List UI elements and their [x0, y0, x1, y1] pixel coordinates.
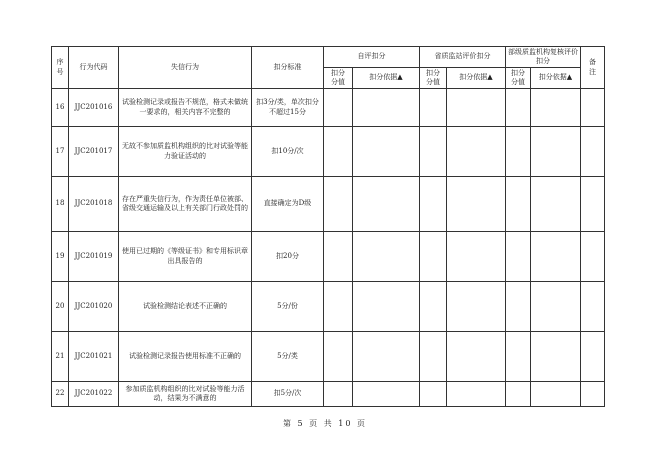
table-row	[52, 177, 605, 232]
prov-value-cell[interactable]	[420, 382, 447, 407]
row-behavior: 无故不参加质监机构组织的比对试验等能力验证活动的	[119, 127, 252, 177]
min-value-cell[interactable]	[506, 89, 531, 127]
self-basis-cell[interactable]	[353, 282, 420, 332]
row-behavior: 试验检测记录报告使用标准不正确的	[119, 332, 252, 382]
remarks-cell[interactable]	[581, 177, 605, 232]
header-self-eval: 自评扣分	[324, 47, 420, 68]
prov-basis-cell[interactable]	[447, 127, 506, 177]
row-no: 22	[52, 382, 69, 407]
self-value-cell[interactable]	[324, 232, 353, 282]
row-standard: 5分/份	[252, 282, 324, 332]
row-standard: 5分/类	[252, 332, 324, 382]
prov-value-cell[interactable]	[420, 89, 447, 127]
header-code: 行为代码	[69, 47, 119, 89]
header-prov-deduct-value: 扣分 分值	[420, 68, 447, 89]
evaluation-table	[51, 46, 605, 407]
header-min-deduct-value: 扣分 分值	[506, 68, 531, 89]
row-behavior: 试验检测记录或报告不规范，格式未做统一要求的，相关内容不完整的	[119, 89, 252, 127]
self-value-cell[interactable]	[324, 127, 353, 177]
row-code: JJC201021	[69, 332, 119, 382]
header-provincial-eval: 省质监站评价扣分	[420, 47, 506, 68]
prov-basis-cell[interactable]	[447, 89, 506, 127]
prov-basis-cell[interactable]	[447, 332, 506, 382]
header-standard: 扣分标准	[252, 47, 324, 89]
row-code: JJC201020	[69, 282, 119, 332]
row-behavior: 参加质监机构组织的比对试验等能力活动，结果为不满意的	[119, 382, 252, 407]
row-no: 21	[52, 332, 69, 382]
header-remarks: 备 注	[581, 47, 605, 89]
table-row	[52, 382, 605, 407]
prov-basis-cell[interactable]	[447, 177, 506, 232]
remarks-cell[interactable]	[581, 89, 605, 127]
min-value-cell[interactable]	[506, 282, 531, 332]
header-self-deduct-basis: 扣分依据▲	[353, 68, 420, 89]
table-row	[52, 332, 605, 382]
min-value-cell[interactable]	[506, 232, 531, 282]
self-value-cell[interactable]	[324, 332, 353, 382]
table-row	[52, 89, 605, 127]
row-standard: 直接确定为D级	[252, 177, 324, 232]
row-code: JJC201019	[69, 232, 119, 282]
self-value-cell[interactable]	[324, 282, 353, 332]
page-number: 第 5 页 共 10 页	[283, 419, 367, 428]
row-no: 19	[52, 232, 69, 282]
row-behavior: 存在严重失信行为，作为责任单位被部、省级交通运输及以上有关部门行政处罚的	[119, 177, 252, 232]
prov-value-cell[interactable]	[420, 177, 447, 232]
row-code: JJC201016	[69, 89, 119, 127]
min-basis-cell[interactable]	[531, 282, 581, 332]
self-value-cell[interactable]	[324, 177, 353, 232]
row-standard: 扣10分/次	[252, 127, 324, 177]
header-behavior: 失信行为	[119, 47, 252, 89]
table-row	[52, 232, 605, 282]
self-basis-cell[interactable]	[353, 232, 420, 282]
prov-basis-cell[interactable]	[447, 282, 506, 332]
remarks-cell[interactable]	[581, 232, 605, 282]
self-basis-cell[interactable]	[353, 127, 420, 177]
row-code: JJC201017	[69, 127, 119, 177]
min-basis-cell[interactable]	[531, 232, 581, 282]
row-code: JJC201022	[69, 382, 119, 407]
self-value-cell[interactable]	[324, 382, 353, 407]
prov-value-cell[interactable]	[420, 332, 447, 382]
remarks-cell[interactable]	[581, 282, 605, 332]
row-no: 20	[52, 282, 69, 332]
self-value-cell[interactable]	[324, 89, 353, 127]
header-min-deduct-basis: 扣分依据▲	[531, 68, 581, 89]
remarks-cell[interactable]	[581, 332, 605, 382]
header-self-deduct-value: 扣分 分值	[324, 68, 353, 89]
min-value-cell[interactable]	[506, 332, 531, 382]
self-basis-cell[interactable]	[353, 332, 420, 382]
min-value-cell[interactable]	[506, 382, 531, 407]
min-value-cell[interactable]	[506, 127, 531, 177]
self-basis-cell[interactable]	[353, 382, 420, 407]
min-basis-cell[interactable]	[531, 89, 581, 127]
header-seq: 序 号	[52, 47, 69, 89]
prov-value-cell[interactable]	[420, 232, 447, 282]
prov-value-cell[interactable]	[420, 127, 447, 177]
header-ministry-review: 部级质监机构复核评价扣分	[506, 47, 581, 68]
prov-basis-cell[interactable]	[447, 232, 506, 282]
remarks-cell[interactable]	[581, 382, 605, 407]
row-standard: 扣20分	[252, 232, 324, 282]
row-no: 16	[52, 89, 69, 127]
row-behavior: 使用已过期的《等级证书》和专用标识章出具报告的	[119, 232, 252, 282]
remarks-cell[interactable]	[581, 127, 605, 177]
row-behavior: 试验检测结论表述不正确的	[119, 282, 252, 332]
row-no: 18	[52, 177, 69, 232]
prov-basis-cell[interactable]	[447, 382, 506, 407]
min-basis-cell[interactable]	[531, 177, 581, 232]
min-basis-cell[interactable]	[531, 127, 581, 177]
table-row	[52, 282, 605, 332]
prov-value-cell[interactable]	[420, 282, 447, 332]
row-standard: 扣3分/类，单次扣分不超过15分	[252, 89, 324, 127]
min-basis-cell[interactable]	[531, 332, 581, 382]
row-no: 17	[52, 127, 69, 177]
header-prov-deduct-basis: 扣分依据▲	[447, 68, 506, 89]
row-standard: 扣5分/次	[252, 382, 324, 407]
self-basis-cell[interactable]	[353, 89, 420, 127]
table-row	[52, 127, 605, 177]
min-basis-cell[interactable]	[531, 382, 581, 407]
row-code: JJC201018	[69, 177, 119, 232]
self-basis-cell[interactable]	[353, 177, 420, 232]
min-value-cell[interactable]	[506, 177, 531, 232]
